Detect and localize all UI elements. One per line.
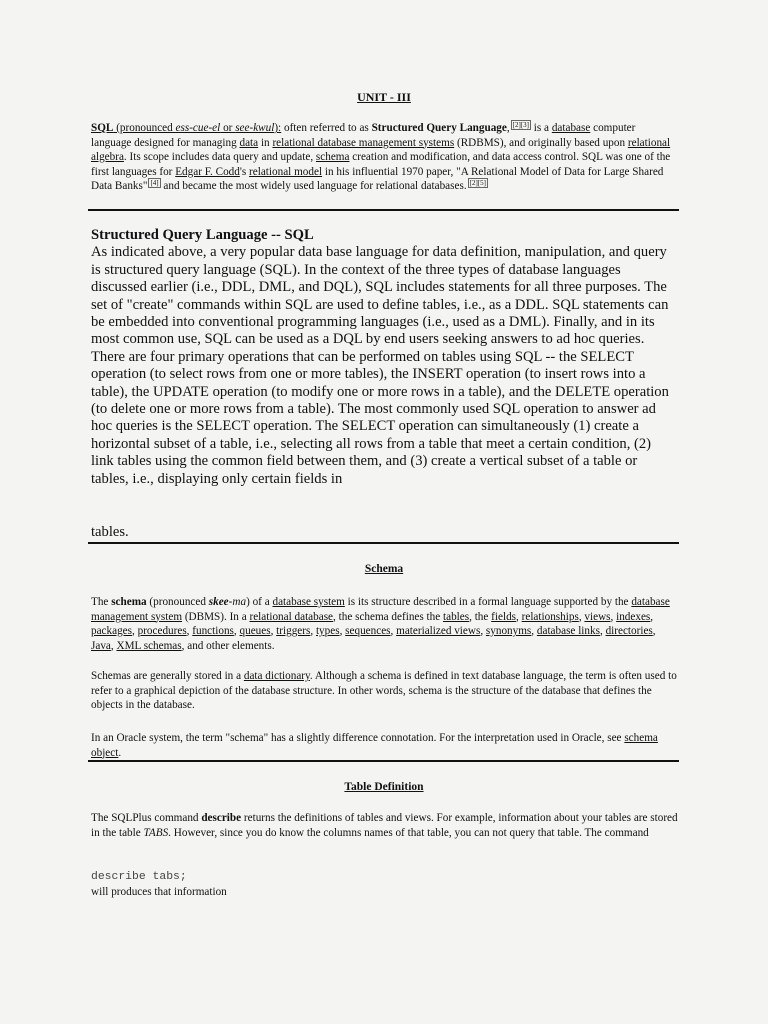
code-snippet: describe tabs; <box>91 871 187 883</box>
unit-title: UNIT - III <box>357 90 411 104</box>
sql-intro-paragraph: SQL (pronounced ess-cue-el or see-kwul): often referred to as Structured Query Language, [2][3] is a database computer language designed for managing data in relational database management systems (RDBMS), and originally based upon relational algebra. Its scope includes data query and update, schema creation and modification, and data access control. SQL was one of the first languages for Edgar F. Codd's relational model in his influential 1970 paper, "A Relational Model of Data for Large Shared Data Banks" [4] and became the most widely used language for relational databases. [2][5] <box>91 121 671 192</box>
link-rdbms[interactable]: relational database management systems <box>272 136 455 149</box>
link-item[interactable]: tables <box>443 610 470 623</box>
schema-title: Schema <box>364 563 404 575</box>
link-item[interactable]: relationships <box>521 610 579 623</box>
link-item[interactable]: XML schemas <box>116 639 182 652</box>
code-caption: will produces that information <box>91 886 227 898</box>
link-edgar-codd[interactable]: Edgar F. Codd <box>175 165 240 178</box>
link-item[interactable]: directories <box>605 625 653 637</box>
divider <box>88 209 679 211</box>
link-relational-algebra[interactable]: relational algebra <box>91 136 671 163</box>
sql-term[interactable]: SQL <box>91 122 114 134</box>
section-heading: Structured Query Language -- SQL <box>91 227 314 243</box>
link-relational-database[interactable]: relational database <box>249 610 334 623</box>
divider <box>88 760 679 762</box>
link-item[interactable]: functions <box>192 625 234 637</box>
link-item[interactable]: synonyms <box>485 625 532 637</box>
citation-link[interactable]: [4] <box>150 179 159 187</box>
table-definition-paragraph: The SQLPlus command describe returns the definitions of tables and views. For example, information about your tables are stored in the table TABS. However, since you do know the columns names of that table, you can not query that table. The command <box>91 812 678 839</box>
section-body: As indicated above, a very popular data base language for data definition, manipulation, and query is structured query language (SQL). In the context of the three types of database languages discussed earlier (i.e., DDL, DML, and DQL), SQL includes statements for all three purposes. The set of "create" commands within SQL are used to define tables, i.e., as a DDL. SQL statements can be embedded into conventional programming languages (i.e., used as a DML). Finally, and in its most common use, SQL can be used as a DQL by end users seeking answers to ad hoc queries. There are four primary operations that can be performed on tables using SQL -- the SELECT operation (to select rows from one or more tables), the INSERT operation (to insert rows into a table), the UPDATE operation (to modify one or more rows in a table), and the DELETE operation (to delete one or more rows from a table). The most commonly used SQL operation to answer ad hoc queries is the SELECT operation. The SELECT operation can simultaneously (1) create a horizontal subset of a table, i.e., selecting all rows from a table that meet a certain condition, (2) link tables using the common field between them, and (3) create a vertical subset of a table or tables, i.e., displaying only certain fields in <box>91 244 669 487</box>
divider <box>88 542 679 544</box>
link-item[interactable]: materialized views <box>396 625 481 637</box>
link-relational-model[interactable]: relational model <box>249 165 323 178</box>
table-definition-title: Table Definition <box>344 781 424 793</box>
schema-paragraph-1: The schema (pronounced skee-ma) of a database system is its structure described in a formal language supported by the database management system (DBMS). In a relational database, the schema defines the tables, the fields, relationships, views, indexes, packages, procedures, functions, queues, triggers, types, sequences, materialized views, synonyms, database links, directories, Java, XML schemas, and other elements. <box>91 596 670 652</box>
schema-paragraph-3: In an Oracle system, the term "schema" has a slightly difference connotation. For the interpretation used in Oracle, see schema object. <box>91 732 658 759</box>
link-item[interactable]: sequences <box>345 625 391 637</box>
link-database-system[interactable]: database system <box>272 596 345 608</box>
link-schema[interactable]: schema <box>315 151 350 163</box>
link-data[interactable]: data <box>239 136 259 149</box>
link-item[interactable]: procedures <box>137 625 187 637</box>
link-item[interactable]: database links <box>536 625 600 637</box>
link-item[interactable]: indexes <box>616 610 651 623</box>
pronunciation: (pronounced ess-cue-el or see-kwul): <box>113 122 282 134</box>
link-item[interactable]: types <box>315 625 340 637</box>
citation-link[interactable]: [2][3] <box>512 121 529 129</box>
schema-paragraph-2: Schemas are generally stored in a data dictionary. Although a schema is defined in text database language, the term is often used to refer to a graphical depiction of the database structure. In other words, schema is the structure of the database that defines the objects in the database. <box>91 670 677 711</box>
link-item[interactable]: queues <box>239 625 271 637</box>
section-body-end: tables. <box>91 524 129 540</box>
link-dbms[interactable]: database management system <box>91 596 670 623</box>
sql-full-name: Structured Query Language <box>371 122 507 134</box>
link-item[interactable]: views <box>584 610 611 623</box>
citation-link[interactable]: [2][5] <box>469 179 486 187</box>
link-item[interactable]: Java <box>91 639 111 652</box>
link-data-dictionary[interactable]: data dictionary <box>243 670 310 682</box>
link-schema-object[interactable]: schema object <box>91 732 658 759</box>
link-database[interactable]: database <box>551 122 591 134</box>
link-item[interactable]: triggers <box>276 625 311 637</box>
link-item[interactable]: packages <box>91 625 132 637</box>
link-item[interactable]: fields <box>491 610 517 623</box>
sql-section <box>91 227 671 488</box>
